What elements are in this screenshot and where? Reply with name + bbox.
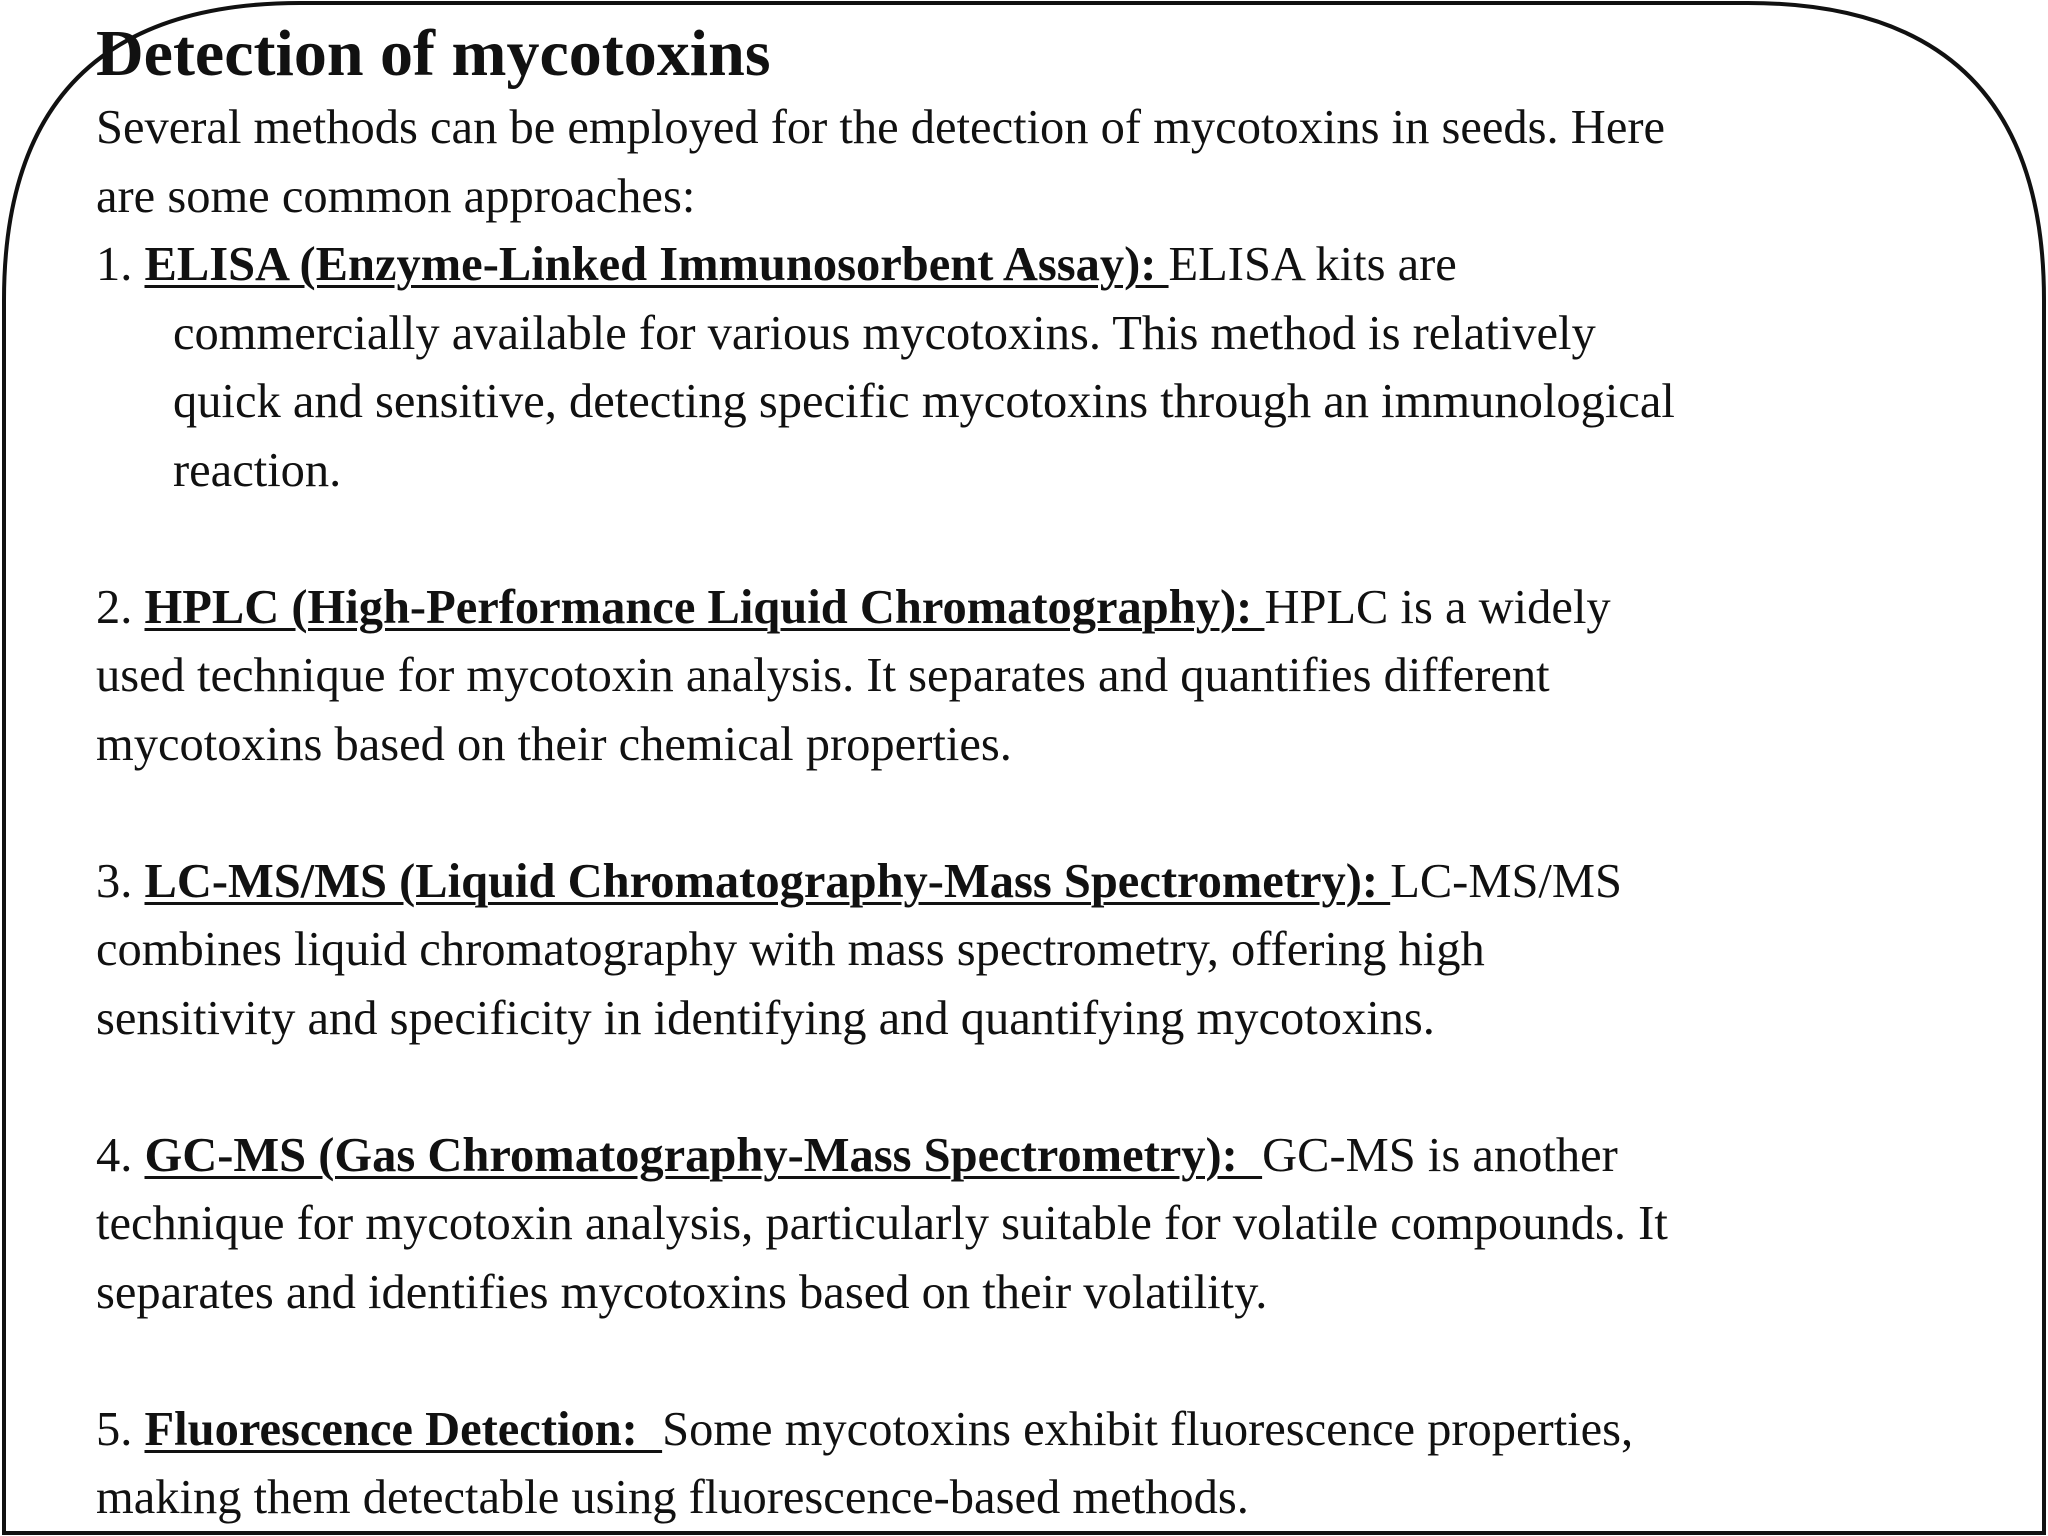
method-number: 2.: [96, 580, 133, 634]
document-body: [96, 14, 1996, 1533]
method-item-elisa: [96, 231, 1996, 505]
method-item-fluorescence: [96, 1396, 1996, 1533]
method-line: used technique for mycotoxin analysis. It separates and quantifies different: [96, 649, 1550, 702]
method-first-line: [96, 231, 1996, 300]
page-title: Detection of mycotoxins: [96, 17, 771, 90]
method-item-lc-ms-ms: [96, 848, 1996, 1054]
method-term: LC-MS/MS (Liquid Chromatography-Mass Spectrometry):: [144, 854, 1391, 908]
method-line: technique for mycotoxin analysis, particularly suitable for volatile compounds. It: [96, 1197, 1668, 1250]
method-text: Some mycotoxins exhibit fluorescence properties,: [662, 1402, 1634, 1456]
intro-line: are some common approaches:: [96, 169, 696, 223]
method-number: 5.: [96, 1402, 133, 1456]
method-first-line: [96, 1396, 1996, 1465]
method-line: sensitivity and specificity in identifying and quantifying mycotoxins.: [96, 991, 1435, 1045]
method-line: combines liquid chromatography with mass spectrometry, offering high: [96, 923, 1485, 976]
method-term: GC-MS (Gas Chromatography-Mass Spectrometry):: [144, 1128, 1263, 1182]
method-term: ELISA (Enzyme-Linked Immunosorbent Assay):: [144, 238, 1169, 291]
method-line: making them detectable using fluorescence-based methods.: [96, 1471, 1249, 1524]
method-line: mycotoxins based on their chemical properties.: [96, 717, 1012, 771]
method-number: 1.: [96, 238, 133, 291]
method-first-line: [96, 1122, 1996, 1191]
intro-paragraph: [96, 94, 1996, 231]
method-first-line: [96, 848, 1996, 917]
method-number: 3.: [96, 854, 133, 908]
method-term: Fluorescence Detection:: [144, 1402, 663, 1456]
method-first-line: [96, 574, 1996, 643]
method-number: 4.: [96, 1128, 133, 1182]
method-line: reaction.: [173, 443, 342, 497]
intro-line: Several methods can be employed for the detection of mycotoxins in seeds. Here: [96, 101, 1666, 154]
method-line: quick and sensitive, detecting specific mycotoxins through an immunological: [173, 375, 1675, 428]
method-text: ELISA kits are: [1168, 238, 1457, 291]
method-term: HPLC (High-Performance Liquid Chromatography):: [144, 580, 1265, 634]
method-text: GC-MS is another: [1262, 1128, 1618, 1182]
method-item-gc-ms: [96, 1122, 1996, 1328]
method-text: LC-MS/MS: [1390, 854, 1622, 908]
method-item-hplc: [96, 574, 1996, 780]
method-line: commercially available for various mycotoxins. This method is relatively: [173, 306, 1596, 360]
method-text: HPLC is a widely: [1264, 580, 1611, 634]
method-line: separates and identifies mycotoxins based on their volatility.: [96, 1265, 1268, 1319]
